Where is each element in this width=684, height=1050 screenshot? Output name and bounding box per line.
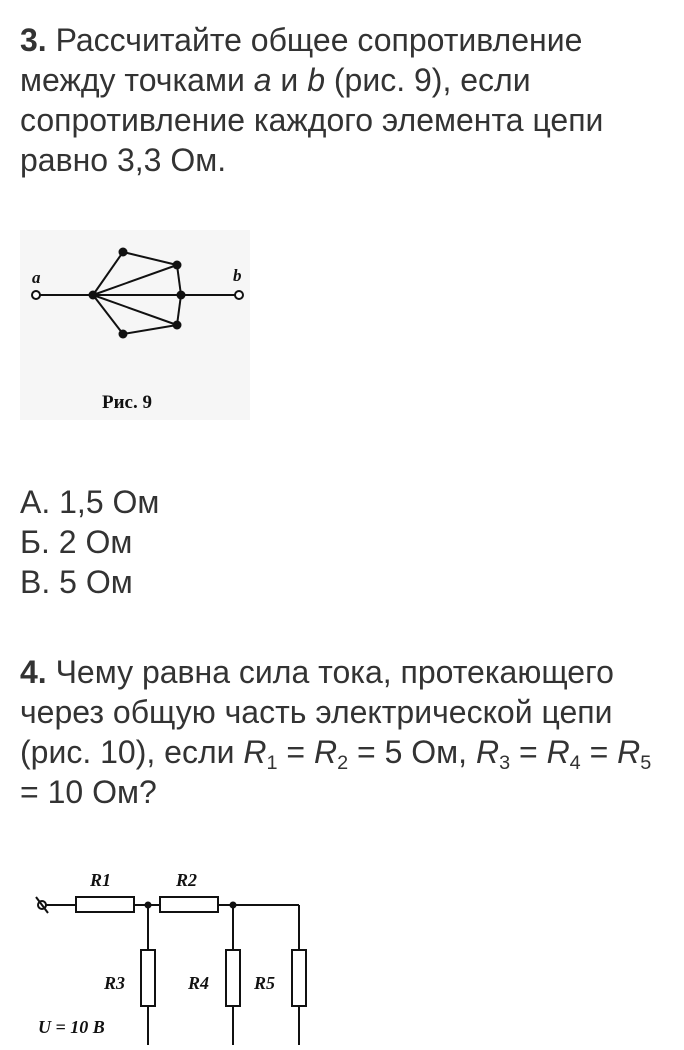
node: [119, 330, 128, 339]
resistor-r4: [226, 950, 240, 1006]
question-text: = 5 Ом,: [348, 734, 476, 770]
resistor-r2: [160, 897, 218, 912]
question-number: 3.: [20, 22, 47, 58]
figure-10-circuit: [28, 856, 328, 1045]
r-symbol: R: [617, 734, 641, 770]
label-r1: R1: [90, 870, 112, 890]
r-symbol: R: [313, 734, 338, 770]
question-number: 4.: [20, 654, 47, 690]
node: [89, 291, 98, 300]
figure-9-diagram: [20, 230, 250, 420]
question-text: =: [510, 734, 547, 770]
question-3: [20, 20, 670, 180]
answer-option[interactable]: Б. 2 Ом: [20, 524, 133, 560]
junction-node: [230, 902, 237, 909]
resistor-r1: [76, 897, 134, 912]
answer-list: [20, 482, 159, 602]
fig9-label-a: a: [32, 268, 41, 287]
junction-node: [145, 902, 152, 909]
node: [173, 321, 182, 330]
answer-option[interactable]: А. 1,5 Ом: [20, 484, 160, 520]
fig9-caption: Рис. 9: [102, 392, 152, 413]
resistor-r3: [141, 950, 155, 1006]
label-r5: R5: [254, 973, 276, 993]
node: [177, 291, 186, 300]
subscript: 2: [337, 751, 349, 774]
figure-9: [20, 230, 250, 425]
r-symbol: R: [546, 734, 570, 770]
question-4: [20, 652, 670, 812]
label-r2: R2: [176, 870, 198, 890]
subscript: 4: [569, 751, 581, 774]
question-text: Чему равна сила тока, протекающего через общую часть электрической цепи (рис. 10), если: [20, 654, 614, 770]
question-text: и: [271, 62, 308, 98]
terminal-a: [32, 291, 40, 299]
node: [119, 248, 128, 257]
question-text: (рис. 9), если сопротивление каждого элемента цепи равно 3,3 Ом.: [20, 62, 604, 178]
label-r3: R3: [104, 973, 126, 993]
subscript: 5: [640, 751, 652, 774]
question-text: =: [277, 734, 314, 770]
fig9-label-b: b: [233, 266, 242, 285]
resistor-r5: [292, 950, 306, 1006]
question-text: = 10 Ом?: [20, 774, 157, 810]
point-a-label: a: [253, 62, 272, 98]
subscript: 3: [499, 751, 511, 774]
terminal-b: [235, 291, 243, 299]
node: [173, 261, 182, 270]
r-symbol: R: [475, 734, 500, 770]
figure-10: [28, 856, 328, 1050]
point-b-label: b: [307, 62, 325, 98]
voltage-label: U = 10 В: [38, 1017, 105, 1037]
label-r4: R4: [188, 973, 210, 993]
subscript: 1: [266, 751, 278, 774]
question-text: =: [580, 734, 618, 770]
answer-option[interactable]: В. 5 Ом: [20, 564, 133, 600]
question-text: Рассчитайте общее сопротивление между точками: [20, 22, 583, 98]
r-symbol: R: [243, 734, 267, 770]
